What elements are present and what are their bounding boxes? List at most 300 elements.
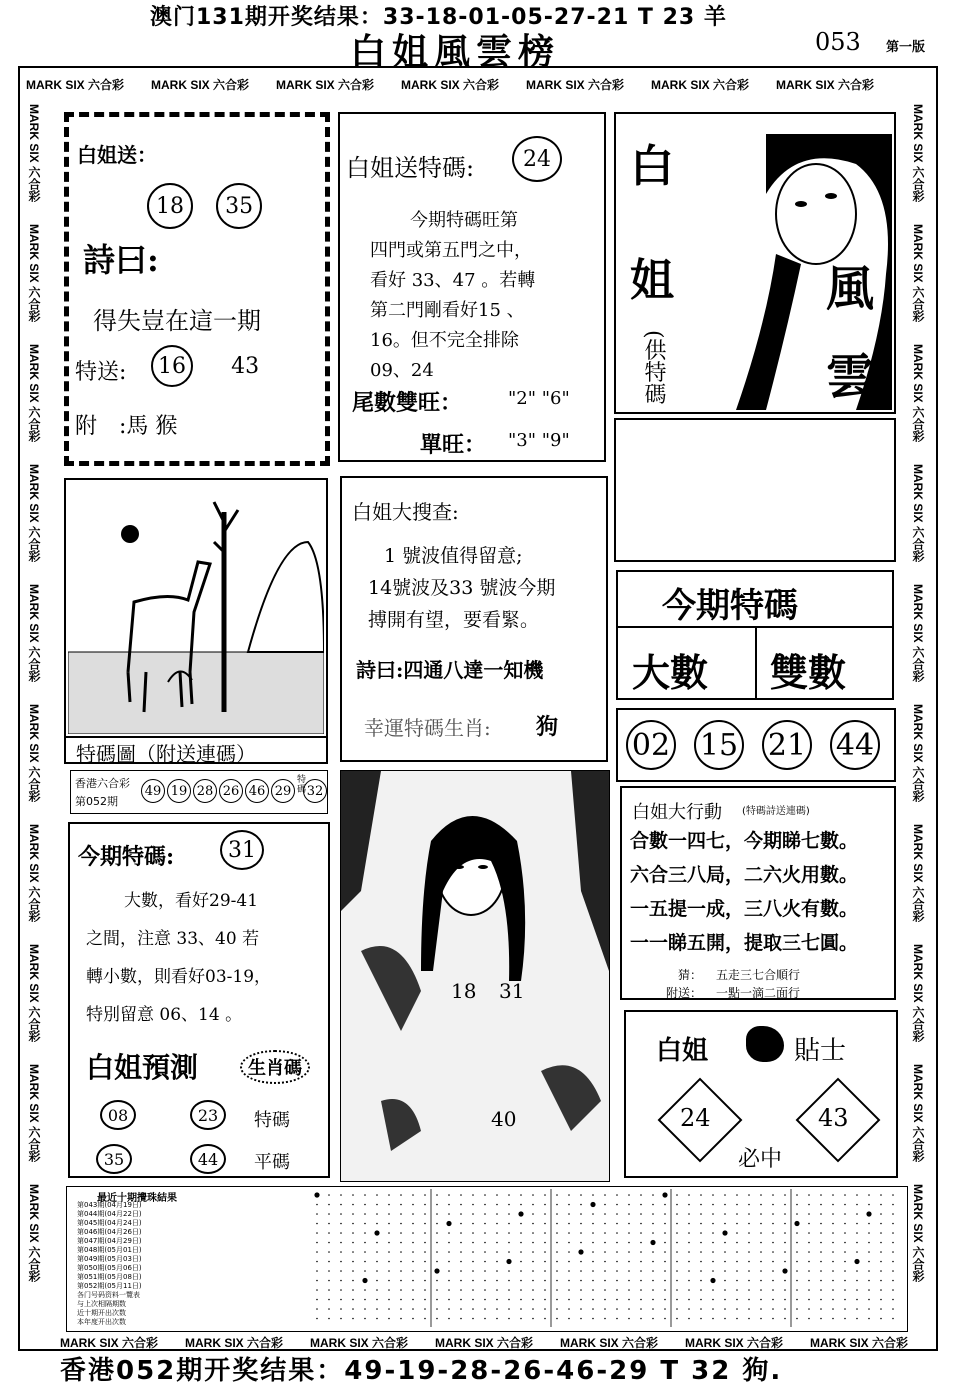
grid-dot <box>340 1194 342 1196</box>
grid-dot <box>376 1308 378 1310</box>
grid-dot <box>532 1232 534 1234</box>
grid-dot <box>496 1232 498 1234</box>
grid-dot <box>892 1289 894 1291</box>
grid-dot <box>556 1308 558 1310</box>
grid-dot <box>784 1242 786 1244</box>
grid-dot <box>604 1232 606 1234</box>
grid-dot <box>328 1223 330 1225</box>
grid-dot <box>448 1251 450 1253</box>
grid-dot <box>568 1299 570 1301</box>
grid-dot <box>700 1318 702 1320</box>
grid-dot <box>736 1213 738 1215</box>
grid-dot <box>676 1242 678 1244</box>
panel-today <box>616 570 894 700</box>
grid-dot <box>748 1280 750 1282</box>
grid-dot <box>868 1223 870 1225</box>
stats-row-label: 第051期(05月08日) <box>77 1273 142 1281</box>
strip-label: MARK SIX 六合彩 <box>27 944 41 1043</box>
grid-dot <box>316 1270 318 1272</box>
strip-label: MARK SIX 六合彩 <box>310 1336 409 1350</box>
grid-dot <box>832 1261 834 1263</box>
grid-dot <box>688 1308 690 1310</box>
grid-dot <box>484 1204 486 1206</box>
grid-dot <box>700 1270 702 1272</box>
grid-dot <box>700 1261 702 1263</box>
grid-dot <box>364 1251 366 1253</box>
grid-dot <box>340 1308 342 1310</box>
grid-dot <box>412 1289 414 1291</box>
grid-dot <box>880 1261 882 1263</box>
stats-row-label: 第048期(05月01日) <box>77 1246 142 1254</box>
grid-dot <box>784 1204 786 1206</box>
grid-dot <box>640 1261 642 1263</box>
grid-dot <box>748 1270 750 1272</box>
grid-dot <box>400 1270 402 1272</box>
stats-row-label: 第052期(05月11日) <box>77 1282 142 1290</box>
stats-table-panel <box>66 1186 908 1332</box>
grid-dot <box>496 1194 498 1196</box>
grid-dot <box>412 1261 414 1263</box>
bl-line: 之間，注意 33、40 若 <box>86 929 260 949</box>
grid-dot <box>688 1261 690 1263</box>
grid-dot <box>388 1280 390 1282</box>
grid-dot <box>772 1251 774 1253</box>
grid-dot <box>532 1213 534 1215</box>
strip-label: MARK SIX 六合彩 <box>185 1336 284 1350</box>
grid-dot <box>640 1232 642 1234</box>
stats-row-labels <box>77 1201 142 1327</box>
grid-dot <box>544 1299 546 1301</box>
grid-dot <box>604 1318 606 1320</box>
grid-dot <box>532 1242 534 1244</box>
grid-dot <box>772 1204 774 1206</box>
grid-dot <box>400 1251 402 1253</box>
grid-dot <box>652 1232 654 1234</box>
grid-dot <box>820 1280 822 1282</box>
grid-dot <box>712 1232 714 1234</box>
pick-number: 21 <box>762 720 812 770</box>
grid-dot <box>640 1280 642 1282</box>
stats-footer-label: 近十期开出次数 <box>77 1309 126 1317</box>
predict-number: 23 <box>190 1100 226 1130</box>
grid-dot <box>508 1213 510 1215</box>
grid-dot <box>448 1270 450 1272</box>
grid-dot <box>532 1223 534 1225</box>
grid-dot <box>772 1194 774 1196</box>
grid-dot <box>892 1223 894 1225</box>
grid-dot <box>460 1204 462 1206</box>
grid-dot <box>700 1289 702 1291</box>
grid-dot <box>400 1232 402 1234</box>
grid-dot <box>484 1261 486 1263</box>
grid-dot <box>640 1213 642 1215</box>
panel-hk-result <box>70 770 328 814</box>
grid-dot <box>880 1299 882 1301</box>
grid-dot <box>856 1270 858 1272</box>
grid-dot <box>856 1242 858 1244</box>
grid-dot <box>472 1261 474 1263</box>
grid-dot <box>880 1223 882 1225</box>
grid-dot <box>388 1242 390 1244</box>
grid-dot <box>400 1308 402 1310</box>
attach-label: 附 <box>75 414 98 439</box>
zodiac-label: 幸運特碼生肖: <box>364 716 491 740</box>
grid-dot <box>556 1270 558 1272</box>
grid-dot <box>880 1251 882 1253</box>
guess-value: 五走三七合順行 <box>716 968 801 982</box>
action-line: 一一睇五開，提取三七圓。 <box>630 932 859 954</box>
grid-dot <box>412 1280 414 1282</box>
grid-dot <box>568 1204 570 1206</box>
grid-dot <box>568 1213 570 1215</box>
grid-dot <box>724 1261 726 1263</box>
grid-dot <box>856 1308 858 1310</box>
grid-dot <box>628 1270 630 1272</box>
grid-dot <box>688 1251 690 1253</box>
grid-dot <box>844 1289 846 1291</box>
grid-dot <box>496 1280 498 1282</box>
grid-dot <box>436 1194 438 1196</box>
grid-dot <box>796 1213 798 1215</box>
grid-dot <box>640 1299 642 1301</box>
grid-dot <box>352 1223 354 1225</box>
grid-dot <box>736 1242 738 1244</box>
tips-must: 必中 <box>738 1147 783 1172</box>
grid-dot <box>616 1289 618 1291</box>
grid-dot <box>400 1261 402 1263</box>
top-result-banner: 澳门131期开奖结果：33-18-01-05-27-21 T 23 羊 <box>150 5 727 30</box>
strip-label: MARK SIX 六合彩 <box>27 704 41 803</box>
grid-dot <box>688 1213 690 1215</box>
search-line: 1 號波值得留意; <box>384 545 523 567</box>
grid-dot <box>520 1242 522 1244</box>
grid-dot <box>436 1213 438 1215</box>
grid-dot <box>520 1223 522 1225</box>
grid-dot <box>820 1318 822 1320</box>
grid-dot <box>808 1308 810 1310</box>
grid-dot <box>388 1232 390 1234</box>
strip-label: MARK SIX 六合彩 <box>27 584 41 683</box>
grid-dot <box>472 1299 474 1301</box>
grid-dot <box>868 1318 870 1320</box>
grid-dot <box>856 1289 858 1291</box>
panel-today-title: 今期特碼 <box>662 586 798 626</box>
grid-dot <box>844 1280 846 1282</box>
grid-dot <box>568 1242 570 1244</box>
strip-label: MARK SIX 六合彩 <box>27 344 41 443</box>
grid-dot <box>700 1299 702 1301</box>
grid-dot <box>388 1223 390 1225</box>
grid-dot <box>436 1261 438 1263</box>
grid-dot <box>772 1308 774 1310</box>
grid-dot <box>580 1280 582 1282</box>
bl-line: 特別留意 06、14 。 <box>86 1005 243 1025</box>
grid-dot <box>352 1280 354 1282</box>
bl-line: 轉小數，則看好03-19， <box>86 967 272 987</box>
bl-body <box>86 882 271 1034</box>
grid-dot <box>424 1299 426 1301</box>
bottom-strip <box>60 1334 931 1351</box>
issue-number: 053 <box>815 28 861 56</box>
grid-dot <box>712 1223 714 1225</box>
grid-dot <box>784 1232 786 1234</box>
cover-char: 白 <box>630 141 674 192</box>
grid-dot <box>604 1242 606 1244</box>
grid-dot <box>508 1289 510 1291</box>
panel-picture <box>64 478 328 764</box>
grid-dot <box>856 1318 858 1320</box>
grid-dot <box>808 1204 810 1206</box>
grid-dot <box>340 1204 342 1206</box>
grid-dot <box>568 1289 570 1291</box>
grid-dot <box>892 1280 894 1282</box>
grid-dot <box>532 1308 534 1310</box>
grid-dot <box>748 1261 750 1263</box>
grid-dot <box>592 1213 594 1215</box>
grid-dot <box>424 1270 426 1272</box>
grid-dot <box>724 1251 726 1253</box>
grid-dot <box>592 1223 594 1225</box>
strip-label: MARK SIX 六合彩 <box>911 1064 925 1163</box>
grid-dot <box>652 1308 654 1310</box>
grid-dot <box>520 1251 522 1253</box>
strip-label: MARK SIX 六合彩 <box>27 464 41 563</box>
grid-dot <box>688 1223 690 1225</box>
grid-dot <box>616 1318 618 1320</box>
grid-dot <box>712 1299 714 1301</box>
grid-dot <box>892 1308 894 1310</box>
grid-dot <box>376 1299 378 1301</box>
body-line: 今期特碼旺第 <box>410 210 518 231</box>
grid-dot <box>652 1251 654 1253</box>
panel-tips <box>624 1010 898 1178</box>
grid-dot <box>340 1232 342 1234</box>
grid-dot <box>604 1299 606 1301</box>
grid-dot <box>472 1280 474 1282</box>
stats-row-label: 第049期(05月03日) <box>77 1255 142 1263</box>
grid-dot <box>592 1318 594 1320</box>
grid-dot <box>760 1261 762 1263</box>
grid-dot <box>364 1194 366 1196</box>
grid-dot <box>472 1213 474 1215</box>
grid-dot <box>724 1213 726 1215</box>
grid-dot <box>844 1270 846 1272</box>
grid-dot <box>664 1299 666 1301</box>
grid-dot <box>700 1213 702 1215</box>
grid-dot <box>556 1242 558 1244</box>
grid-dot <box>460 1299 462 1301</box>
grid-dot <box>316 1251 318 1253</box>
grid-dot <box>820 1232 822 1234</box>
hk-number: 28 <box>193 779 217 803</box>
grid-dot <box>772 1261 774 1263</box>
grid-dot <box>460 1270 462 1272</box>
grid-dot <box>412 1232 414 1234</box>
stats-row-label: 第045期(04月24日) <box>77 1219 142 1227</box>
poem-text: 得失豈在這一期 <box>93 307 261 335</box>
grid-dot <box>868 1308 870 1310</box>
grid-dot <box>472 1270 474 1272</box>
grid-dot <box>664 1251 666 1253</box>
edition-label: 第一版 <box>886 40 926 55</box>
grid-dot <box>832 1251 834 1253</box>
grid-dot <box>388 1261 390 1263</box>
grid-dot <box>772 1318 774 1320</box>
grid-dot <box>892 1299 894 1301</box>
grid-dot <box>676 1232 678 1234</box>
grid-dot <box>820 1261 822 1263</box>
grid-dot <box>556 1194 558 1196</box>
grid-dot <box>316 1232 318 1234</box>
grid-dot <box>880 1213 882 1215</box>
panel-photo <box>340 770 610 1182</box>
grid-dot <box>676 1299 678 1301</box>
zodiac-value: 狗 <box>536 714 559 740</box>
bl-title: 今期特碼: <box>78 844 175 870</box>
grid-dot <box>472 1308 474 1310</box>
grid-dot <box>736 1318 738 1320</box>
single-label: 單旺： <box>420 432 487 458</box>
panel-bottom-left <box>68 822 330 1178</box>
grid-dot <box>868 1232 870 1234</box>
grid-dot <box>652 1194 654 1196</box>
hk-number: 29 <box>271 779 295 803</box>
grid-dot <box>508 1299 510 1301</box>
grid-dot <box>844 1318 846 1320</box>
grid-dot <box>520 1299 522 1301</box>
photo-number: 18 <box>451 979 477 1003</box>
grid-dot <box>868 1270 870 1272</box>
grid-dot <box>604 1289 606 1291</box>
grid-dot <box>340 1213 342 1215</box>
grid-dot <box>724 1289 726 1291</box>
grid-dot <box>880 1270 882 1272</box>
pick-number-row <box>626 720 880 770</box>
grid-dot <box>628 1299 630 1301</box>
grid-hit-dot <box>518 1211 523 1216</box>
predict-title: 白姐預測 <box>86 1051 199 1084</box>
grid-dot <box>580 1242 582 1244</box>
grid-dot <box>364 1223 366 1225</box>
grid-dot <box>316 1299 318 1301</box>
grid-dot <box>796 1280 798 1282</box>
grid-dot <box>856 1213 858 1215</box>
grid-dot <box>484 1280 486 1282</box>
grid-dot <box>868 1280 870 1282</box>
grid-dot <box>736 1261 738 1263</box>
grid-dot <box>580 1289 582 1291</box>
panel-blank <box>614 418 896 562</box>
grid-dot <box>460 1308 462 1310</box>
grid-dot <box>472 1251 474 1253</box>
grid-dot <box>652 1223 654 1225</box>
grid-dot <box>436 1251 438 1253</box>
hk-label: 香港六合彩 <box>75 777 130 790</box>
grid-dot <box>892 1204 894 1206</box>
grid-dot <box>664 1242 666 1244</box>
tips-number: 43 <box>818 1104 849 1132</box>
grid-dot <box>784 1213 786 1215</box>
grid-dot <box>316 1213 318 1215</box>
grid-dot <box>892 1318 894 1320</box>
grid-dot <box>856 1280 858 1282</box>
grid-dot <box>328 1318 330 1320</box>
grid-dot <box>784 1261 786 1263</box>
grid-dot <box>424 1280 426 1282</box>
grid-dot <box>592 1299 594 1301</box>
grid-dot <box>496 1289 498 1291</box>
grid-dot <box>820 1308 822 1310</box>
grid-dot <box>832 1308 834 1310</box>
grid-dot <box>352 1299 354 1301</box>
grid-dot <box>376 1194 378 1196</box>
grid-dot <box>676 1280 678 1282</box>
grid-dot <box>388 1299 390 1301</box>
grid-dot <box>556 1232 558 1234</box>
grid-dot <box>448 1280 450 1282</box>
grid-dot <box>856 1251 858 1253</box>
grid-dot <box>424 1242 426 1244</box>
grid-dot <box>328 1308 330 1310</box>
grid-dot <box>604 1270 606 1272</box>
strip-label: MARK SIX 六合彩 <box>911 704 925 803</box>
stats-dot-grid <box>313 1189 903 1329</box>
grid-dot <box>760 1204 762 1206</box>
grid-dot <box>340 1289 342 1291</box>
grid-dot <box>724 1223 726 1225</box>
grid-dot <box>844 1308 846 1310</box>
grid-dot <box>616 1194 618 1196</box>
grid-dot <box>568 1261 570 1263</box>
grid-dot <box>772 1280 774 1282</box>
grid-dot <box>412 1194 414 1196</box>
grid-dot <box>532 1289 534 1291</box>
grid-dot <box>328 1299 330 1301</box>
grid-dot <box>676 1213 678 1215</box>
grid-dot <box>820 1204 822 1206</box>
body-line: 09、24 <box>370 360 434 381</box>
grid-dot <box>652 1299 654 1301</box>
grid-dot <box>844 1213 846 1215</box>
grid-dot <box>544 1308 546 1310</box>
grid-dot <box>772 1270 774 1272</box>
grid-hit-dot <box>722 1230 727 1235</box>
grid-dot <box>472 1204 474 1206</box>
grid-dot <box>880 1232 882 1234</box>
grid-dot <box>664 1261 666 1263</box>
send-number: 35 <box>216 183 262 229</box>
grid-dot <box>628 1289 630 1291</box>
grid-dot <box>376 1223 378 1225</box>
strip-label: MARK SIX 六合彩 <box>27 1064 41 1163</box>
grid-dot <box>376 1204 378 1206</box>
grid-dot <box>580 1223 582 1225</box>
grid-dot <box>424 1204 426 1206</box>
grid-dot <box>652 1318 654 1320</box>
guess-label: 猜： <box>678 968 703 982</box>
grid-dot <box>832 1213 834 1215</box>
special-number: 43 <box>231 353 260 379</box>
grid-dot <box>628 1261 630 1263</box>
grid-dot <box>520 1232 522 1234</box>
grid-dot <box>520 1204 522 1206</box>
grid-dot <box>748 1299 750 1301</box>
grid-dot <box>820 1223 822 1225</box>
grid-dot <box>808 1251 810 1253</box>
grid-dot <box>604 1223 606 1225</box>
grid-dot <box>796 1251 798 1253</box>
cover-char: 姐 <box>630 255 674 306</box>
